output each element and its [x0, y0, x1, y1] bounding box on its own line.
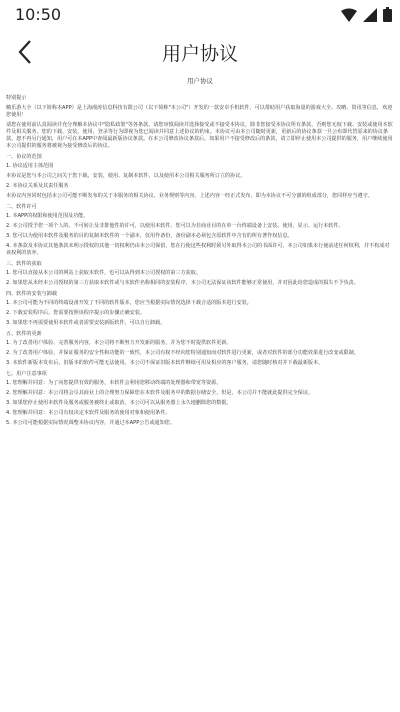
paragraph: 3. 本软件新版本发布后，旧版本的软件可能无法使用。本公司不保证旧版本软件继续可用及相应的客户服务，请您随时核对并下载最新版本。 [6, 360, 324, 366]
paragraph: 1. 您可以直接从本公司的网站上获取本软件，也可以从得到本公司授权的第三方获取。 [6, 270, 201, 276]
paragraph: 3. 如果您停止使用本软件及服务或服务被终止或取消，本公司可以从服务器上永久地删除您的数据。 [6, 400, 232, 406]
agreement-content[interactable] [6, 74, 394, 710]
document-title: 用户协议 [187, 77, 213, 85]
battery-icon [383, 7, 392, 22]
paragraph: 特别提示 [6, 95, 27, 101]
nav-bar [0, 30, 400, 74]
paragraph: 1. 本APP的权限和使用范围及功能。 [6, 213, 89, 219]
paragraph: 2. 本协议关系及其责任服务 [6, 183, 69, 189]
paragraph: 1. 为了改善用户体验、完善服务内容，本公司将不断努力开发新的服务，并为您不时提供软件更新。 [6, 340, 232, 346]
section-heading: 一、协议的范围 [6, 154, 42, 160]
paragraph: 本协议是您与本公司之间关于您下载、安装、使用、复制本软件，以及使用本公司相关服务所订立的协议。 [6, 173, 246, 179]
paragraph: 2. 您理解并同意：本公司将会尽其商业上的合理努力保障您在本软件及服务中的数据存储安全，但是，本公司并不能就此提供完全保证。 [6, 390, 314, 396]
paragraph: 4. 您理解并同意：本公司有权决定本软件及服务的使用对象和使用条件。 [6, 410, 171, 416]
paragraph: 2. 下载安装程序后，您需要按照该程序提示的步骤正确安装。 [6, 310, 145, 316]
page-title: 用户协议 [161, 43, 238, 65]
signal-icon [363, 8, 377, 22]
wifi-icon [341, 8, 357, 22]
section-heading: 二、软件许可 [6, 204, 37, 210]
paragraph: 5. 本公司可能根据实际情况调整本协议内容，并通过本APP公告或通知您。 [6, 420, 175, 426]
paragraph: 2. 如果您从未经本公司授权的第三方获取本软件或与本软件名称相同的安装程序，本公司无法保证该软件能够正常使用，并对因此给您造成的损失不予负责。 [6, 280, 359, 286]
section-heading: 七、用户注意事项 [6, 371, 47, 377]
document-body [6, 95, 394, 427]
paragraph: 4. 本条款及本协议其他条款未明示授权的其他一切权利仍由本公司保留，您在行使这些权利时须另外取得本公司的书面许可。本公司如果未行使前述任何权利，并不构成对该权利的放弃。 [6, 243, 390, 256]
section-heading: 五、软件的更新 [6, 331, 42, 337]
paragraph: 1. 本公司可能为不同的终端设备开发了不同的软件版本，您应当根据实际情况选择下载合适的版本进行安装。 [6, 300, 252, 306]
paragraph: 1. 协议适用主体范围 [6, 163, 54, 169]
paragraph: 嗨乐游大全（以下简称本APP）是上海漫涛信息科技有限公司（以下简称"本公司"）开发的一款安卓手机软件，可以帮助用户获取海量的游戏大全、攻略、资讯等信息，欢迎您使用！ [6, 105, 393, 118]
paragraph: 3. 如果您不再需要使用本软件或者需要安装新版软件，可以自行卸载。 [6, 320, 166, 326]
section-heading: 四、软件的安装与卸载 [6, 291, 57, 297]
status-bar [0, 0, 400, 30]
paragraph: 2. 为了改善用户体验，并保证服务的安全性和功能的一致性，本公司有权不经向您特别通知而对软件进行更新，或者对软件的部分功能效果进行改变或限制。 [6, 350, 359, 356]
system-icons [341, 7, 392, 22]
paragraph: 3. 您可以为使用本软件及服务的目的复制本软件的一个副本，仅用作备份。备份副本必须包含原软件中含有的所有著作权信息。 [6, 233, 293, 239]
paragraph: 本协议内容同时包括本公司可能不断发布的关于本服务的相关协议、业务规则等内容。上述内容一经正式发布，即为本协议不可分割的组成部分，您同样应当遵守。 [6, 193, 373, 199]
paragraph: 请您在使用前认真阅读并充分理解本协议中"隐私政策"等各条款，请您审慎阅读并选择接受或不接受本协议，除非您接受本协议所有条款，否则您无权下载、安装或使用本软件及相关服务。您的下载、安装、使用、登录等行为即视为您已阅读并同意上述协议的约束。本协议可由本公司随时更新，更新后的协议条款一旦公布即代替原来的协议条款，恕不再另行通知，用户可在本APP中查阅最新版协议条款。在本公司修改协议条款后，如果用户不接受修改后的条款，请立即停止使用本公司提供的服务，用户继续使用本公司提供的服务将被视为接受修改后的协议。 [6, 122, 393, 149]
paragraph: 2. 本公司授予您一项个人的、不可转让及非排他性的许可，以使用本软件。您可以为非商业目的在单一台终端设备上安装、使用、显示、运行本软件。 [6, 223, 344, 229]
status-time: 10:50 [15, 5, 62, 24]
paragraph: 1. 您理解并同意：为了向您提供有效的服务，本软件会利用您移动终端的处理器和带宽等资源。 [6, 380, 222, 386]
section-heading: 三、软件的获取 [6, 261, 42, 267]
